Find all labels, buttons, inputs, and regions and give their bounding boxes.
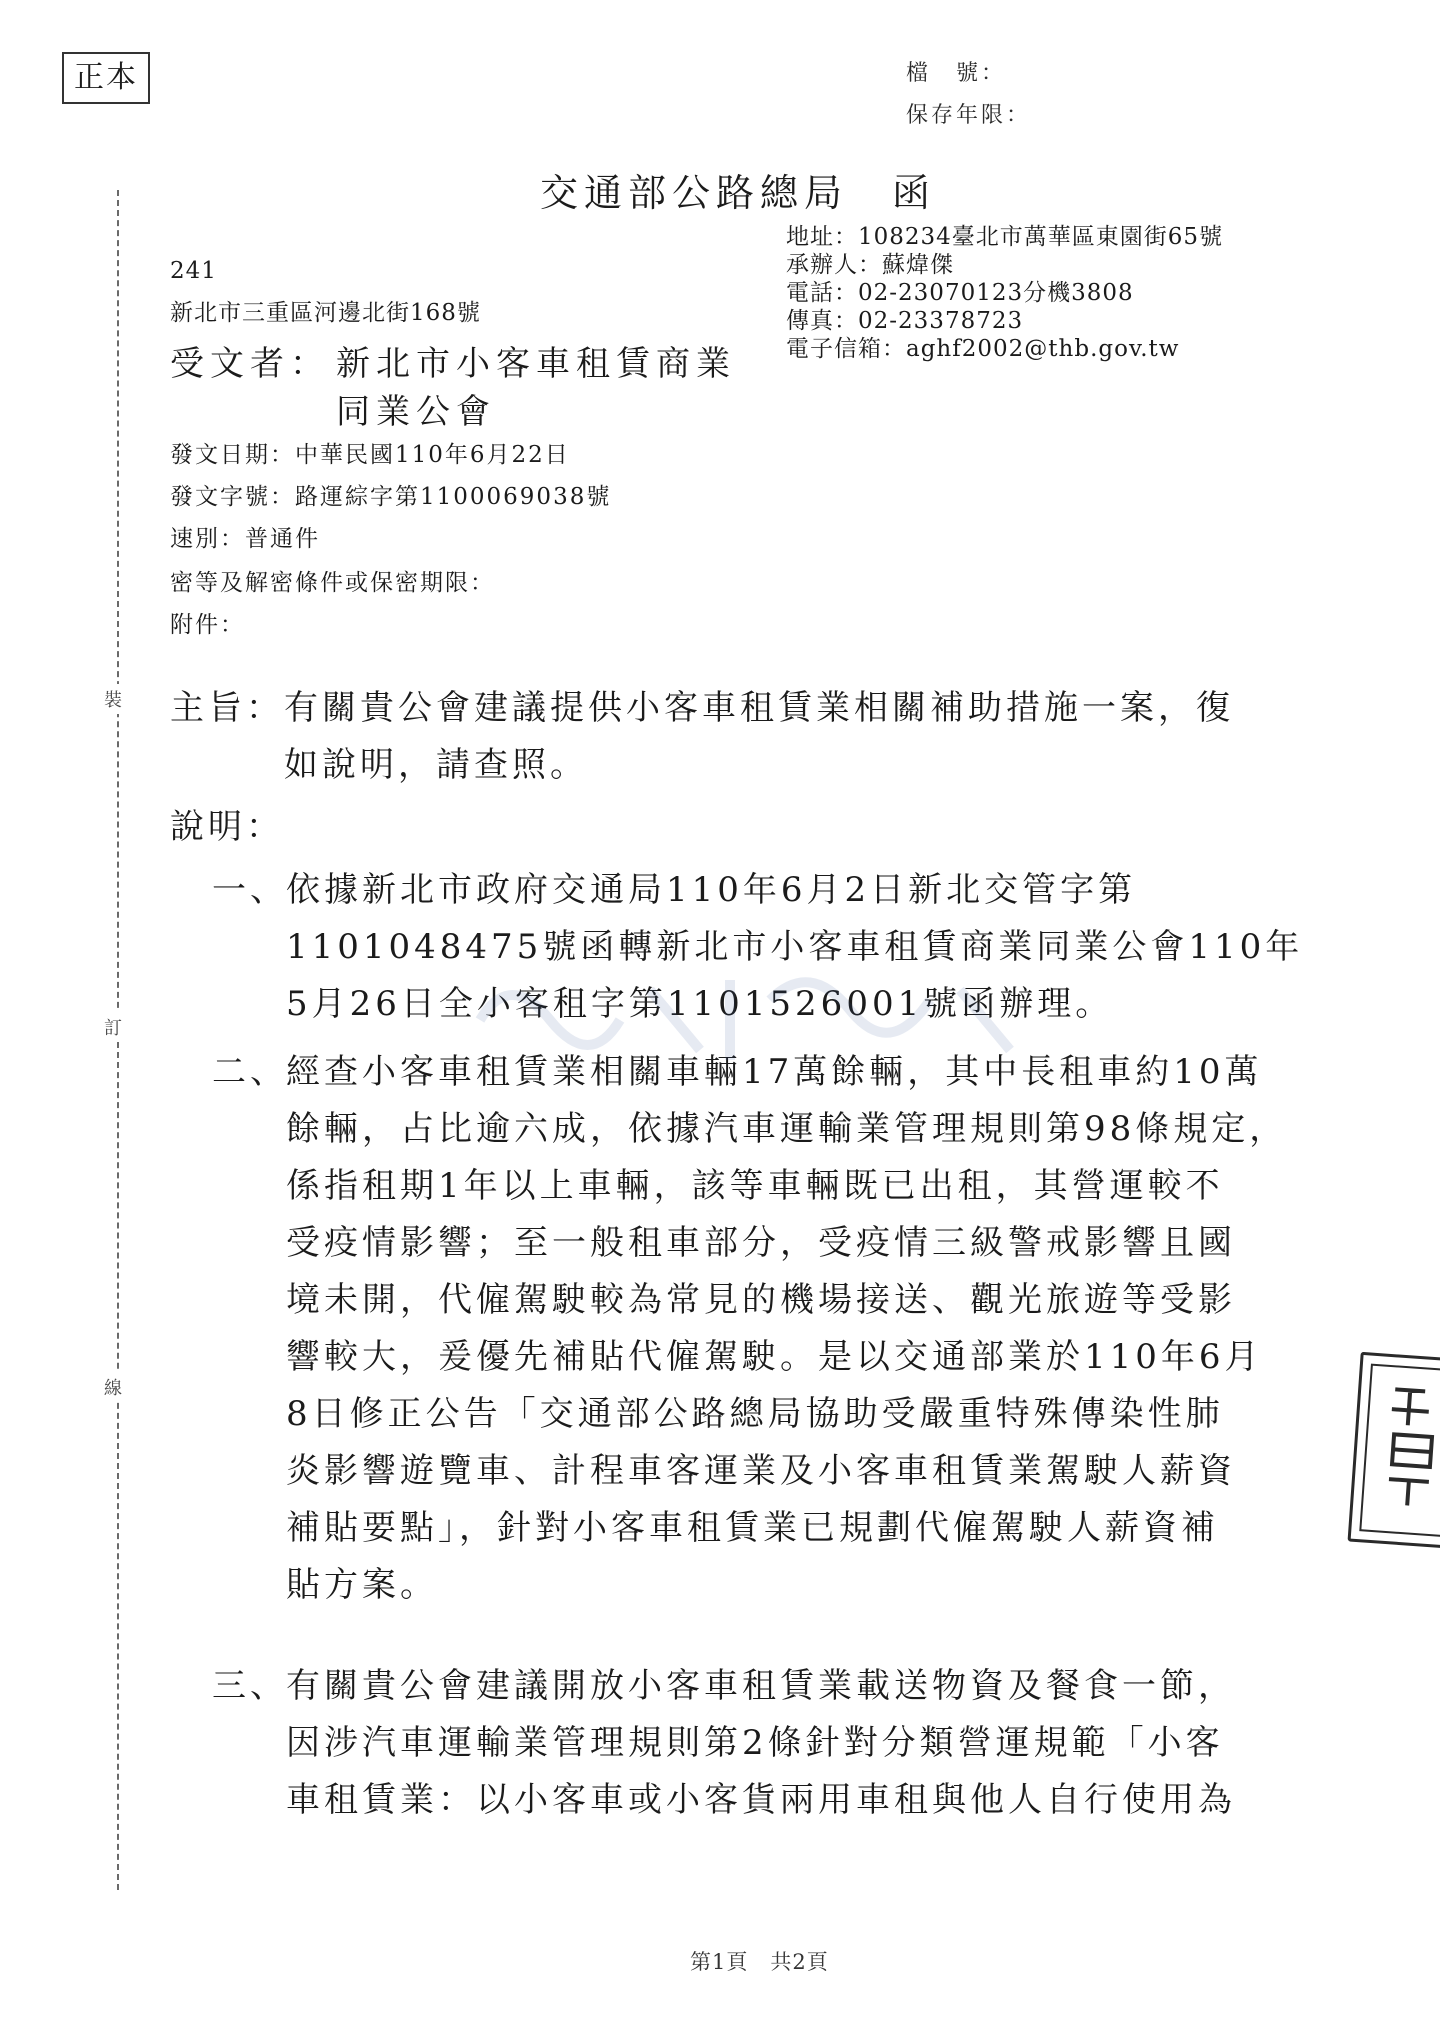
subject-line: 如說明，請查照。 xyxy=(284,745,588,785)
delivery-speed: 速別：普通件 xyxy=(170,526,320,552)
binding-mark-staple: 訂 xyxy=(104,1012,122,1042)
item-line: 補貼要點」，針對小客車租賃業已規劃代僱駕駛人薪資補 xyxy=(286,1508,1219,1548)
item-2-text xyxy=(286,1044,1287,1614)
explanation-label: 說明： xyxy=(170,807,284,847)
binding-mark-line: 線 xyxy=(104,1372,122,1402)
item-line: 8日修正公告「交通部公路總局協助受嚴重特殊傳染性肺 xyxy=(286,1394,1224,1434)
item-line: 係指租期1年以上車輛，該等車輛既已出租，其營運較不 xyxy=(286,1166,1224,1206)
contact-fax: 傳真：02-23378723 xyxy=(786,308,1024,334)
item-line: 5月26日全小客租字第1101526001號函辦理。 xyxy=(286,984,1114,1024)
recipient-postal-code: 241 xyxy=(170,258,217,284)
item-marker-1: 一、 xyxy=(212,870,288,910)
item-line: 有關貴公會建議開放小客車租賃業載送物資及餐食一節， xyxy=(286,1666,1236,1706)
item-3-text xyxy=(286,1658,1236,1829)
contact-address: 地址：108234臺北市萬華區東園街65號 xyxy=(786,224,1224,250)
file-number-label: 檔 號： xyxy=(906,61,1007,86)
receipt-stamp xyxy=(1348,1352,1440,1550)
subject-line: 有關貴公會建議提供小客車租賃業相關補助措施一案，復 xyxy=(284,688,1234,728)
subject-label: 主旨： xyxy=(170,688,284,728)
page-number: 第1頁 共2頁 xyxy=(690,1950,829,1974)
recipient-name-line1: 新北市小客車租賃商業 xyxy=(336,344,736,384)
recipient-name-line2: 同業公會 xyxy=(336,392,496,432)
item-line: 經查小客車租賃業相關車輛17萬餘輛，其中長租車約10萬 xyxy=(286,1052,1263,1092)
security-level: 密等及解密條件或保密期限： xyxy=(170,570,495,596)
item-line: 因涉汽車運輸業管理規則第2條針對分類營運規範「小客 xyxy=(286,1723,1224,1763)
contact-phone: 電話：02-23070123分機3808 xyxy=(786,280,1134,306)
binding-mark-bind: 裝 xyxy=(104,684,122,714)
item-line: 境未開，代僱駕駛較為常見的機場接送、觀光旅遊等受影 xyxy=(286,1280,1236,1320)
retention-period-label: 保存年限： xyxy=(906,103,1032,128)
item-line: 車租賃業：以小客車或小客貨兩用車租與他人自行使用為 xyxy=(286,1780,1236,1820)
item-line: 響較大，爰優先補貼代僱駕駛。是以交通部業於110年6月 xyxy=(286,1337,1263,1377)
item-marker-3: 三、 xyxy=(212,1666,288,1706)
contact-handler: 承辦人：蘇煒傑 xyxy=(786,252,954,278)
bleed-through-mark xyxy=(470,960,1030,1070)
issue-date: 發文日期：中華民國110年6月22日 xyxy=(170,442,570,468)
recipient-label: 受文者： xyxy=(170,344,330,384)
subject-text xyxy=(284,680,1234,794)
item-line: 1101048475號函轉新北市小客車租賃商業同業公會110年 xyxy=(286,927,1304,967)
receipt-stamp-glyph xyxy=(1377,1379,1440,1514)
contact-email: 電子信箱：aghf2002@thb.gov.tw xyxy=(786,336,1180,362)
original-copy-stamp: 正本 xyxy=(62,52,150,104)
item-line: 貼方案。 xyxy=(286,1565,438,1605)
document-number: 發文字號：路運綜字第1100069038號 xyxy=(170,484,612,510)
recipient-address: 新北市三重區河邊北街168號 xyxy=(170,300,481,326)
attachments: 附件： xyxy=(170,612,245,638)
item-marker-2: 二、 xyxy=(212,1052,288,1092)
item-line: 餘輛，占比逾六成，依據汽車運輸業管理規則第98條規定， xyxy=(286,1109,1288,1149)
item-line: 受疫情影響；至一般租車部分，受疫情三級警戒影響且國 xyxy=(286,1223,1236,1263)
document-title: 交通部公路總局 函 xyxy=(540,171,937,215)
item-line: 炎影響遊覽車、計程車客運業及小客車租賃業駕駛人薪資 xyxy=(286,1451,1236,1491)
item-line: 依據新北市政府交通局110年6月2日新北交管字第 xyxy=(286,870,1137,910)
